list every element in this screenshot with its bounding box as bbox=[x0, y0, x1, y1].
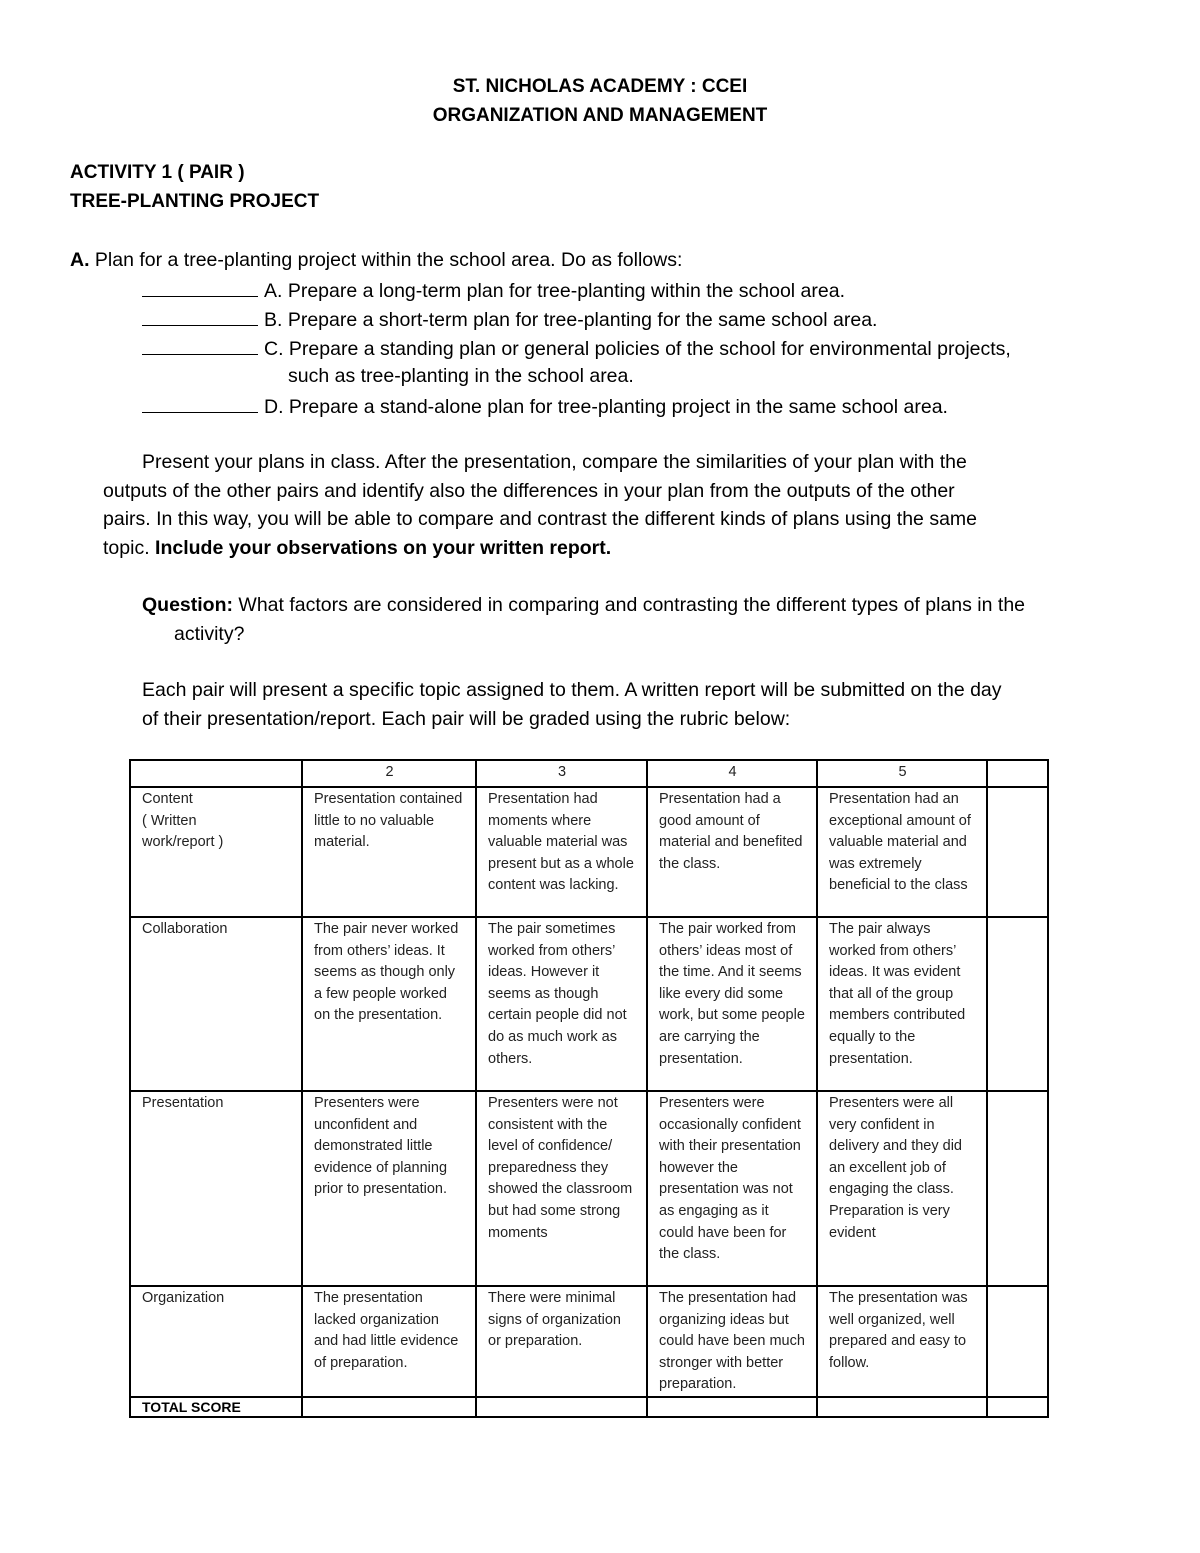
total-score-cell[interactable] bbox=[302, 1397, 476, 1417]
rubric-header-cell: 5 bbox=[817, 760, 987, 787]
task-item-text: A. Prepare a long-term plan for tree-planting within the school area. bbox=[264, 280, 845, 302]
rubric-cell: The pair always worked from others’ ideas. It was evident that all of the group members contributed equally to the presentation. bbox=[817, 917, 987, 1091]
each-pair-line: Each pair will present a specific topic assigned to them. A written report will be submitted on the day bbox=[142, 679, 1002, 701]
rubric-header-cell: 4 bbox=[647, 760, 817, 787]
rubric-header-cell bbox=[987, 760, 1048, 787]
score-cell[interactable] bbox=[987, 1286, 1048, 1397]
activity-title: ACTIVITY 1 ( PAIR ) bbox=[70, 162, 245, 183]
rubric-header-cell: 2 bbox=[302, 760, 476, 787]
criterion-label: Content bbox=[142, 791, 193, 807]
total-score-cell[interactable] bbox=[476, 1397, 647, 1417]
instruction-intro bbox=[70, 249, 682, 272]
task-item-text: B. Prepare a short-term plan for tree-planting for the same school area. bbox=[264, 309, 878, 331]
criterion-cell bbox=[130, 1091, 302, 1286]
task-item-c-cont: such as tree-planting in the school area. bbox=[288, 365, 634, 387]
criterion-label: Organization bbox=[142, 1290, 225, 1306]
criterion-label: ( Written bbox=[142, 812, 197, 829]
rubric-cell: Presentation had an exceptional amount of valuable material and was extremely beneficial to the class bbox=[817, 787, 987, 917]
rubric-cell: The pair sometimes worked from others’ ideas. However it seems as though certain people did not do as much work as others. bbox=[476, 917, 647, 1091]
rubric-row-collaboration bbox=[130, 917, 1048, 1091]
course-title: ORGANIZATION AND MANAGEMENT bbox=[432, 105, 768, 126]
present-paragraph-line bbox=[103, 537, 611, 560]
each-pair-line: of their presentation/report. Each pair will be graded using the rubric below: bbox=[142, 708, 791, 730]
rubric-cell: There were minimal signs of organization or preparation. bbox=[476, 1286, 647, 1397]
rubric-cell: Presenters were all very confident in delivery and they did an excellent job of engaging the class. Preparation is very evident bbox=[817, 1091, 987, 1286]
score-cell[interactable] bbox=[987, 1091, 1048, 1286]
present-paragraph-line: pairs. In this way, you will be able to compare and contrast the different kinds of plans using the same bbox=[103, 508, 978, 530]
rubric-cell: The presentation was well organized, well prepared and easy to follow. bbox=[817, 1286, 987, 1397]
task-item-c bbox=[142, 336, 1011, 361]
blank-line bbox=[142, 336, 258, 355]
project-title: TREE-PLANTING PROJECT bbox=[70, 191, 320, 212]
criterion-cell bbox=[130, 1286, 302, 1397]
criterion-cell bbox=[130, 917, 302, 1091]
instruction-prefix: A. bbox=[70, 249, 90, 271]
criterion-label: Collaboration bbox=[142, 921, 228, 937]
rubric-cell: Presentation contained little to no valuable material. bbox=[302, 787, 476, 917]
rubric-row-organization bbox=[130, 1286, 1048, 1397]
total-score-cell[interactable] bbox=[817, 1397, 987, 1417]
blank-line bbox=[142, 278, 258, 297]
task-item-b bbox=[142, 307, 877, 332]
present-paragraph-line: Present your plans in class. After the presentation, compare the similarities of your plan with the bbox=[142, 451, 967, 473]
criterion-label: Presentation bbox=[142, 1095, 224, 1111]
rubric-header-cell: 3 bbox=[476, 760, 647, 787]
score-cell[interactable] bbox=[987, 787, 1048, 917]
present-paragraph-line: outputs of the other pairs and identify also the differences in your plan from the outputs of the other bbox=[103, 480, 955, 502]
rubric-total-row bbox=[130, 1397, 1048, 1417]
task-item-text: C. Prepare a standing plan or general policies of the school for environmental projects, bbox=[264, 338, 1011, 360]
criterion-cell bbox=[130, 787, 302, 917]
rubric-cell: The presentation lacked organization and had little evidence of preparation. bbox=[302, 1286, 476, 1397]
rubric-cell: Presenters were unconfident and demonstrated little evidence of planning prior to presentation. bbox=[302, 1091, 476, 1286]
task-item-d bbox=[142, 394, 948, 419]
rubric-cell: The presentation had organizing ideas but could have been much stronger with better preparation. bbox=[647, 1286, 817, 1397]
total-score-cell[interactable] bbox=[647, 1397, 817, 1417]
rubric-cell: Presenters were occasionally confident with their presentation however the presentation was not as engaging as it could have been for the class. bbox=[647, 1091, 817, 1286]
rubric-cell: Presenters were not consistent with the level of confidence/ preparedness they showed the classroom but had some strong moments bbox=[476, 1091, 647, 1286]
rubric-cell: The pair never worked from others’ ideas. It seems as though only a few people worked on the presentation. bbox=[302, 917, 476, 1091]
rubric-row-content bbox=[130, 787, 1048, 917]
criterion-label: work/report ) bbox=[142, 834, 224, 851]
question-cont: activity? bbox=[174, 623, 245, 645]
rubric-row-presentation bbox=[130, 1091, 1048, 1286]
question-label: Question: bbox=[142, 594, 233, 616]
rubric-header-row bbox=[130, 760, 1048, 787]
instruction-text: Plan for a tree-planting project within the school area. Do as follows: bbox=[89, 249, 683, 271]
question-text: What factors are considered in comparing and contrasting the different types of plans in the bbox=[233, 594, 1026, 616]
task-item-a bbox=[142, 278, 845, 303]
rubric-cell: Presentation had moments where valuable material was present but as a whole content was lacking. bbox=[476, 787, 647, 917]
blank-line bbox=[142, 394, 258, 413]
score-cell[interactable] bbox=[987, 917, 1048, 1091]
task-item-text: D. Prepare a stand-alone plan for tree-planting project in the same school area. bbox=[264, 396, 948, 418]
question-line bbox=[142, 594, 1025, 617]
rubric-cell: The pair worked from others’ ideas most of the time. And it seems like every did some work, but some people are carrying the presentation. bbox=[647, 917, 817, 1091]
present-text: topic. bbox=[103, 537, 156, 559]
rubric-cell: Presentation had a good amount of material and benefited the class. bbox=[647, 787, 817, 917]
school-name: ST. NICHOLAS ACADEMY : CCEI bbox=[452, 76, 748, 97]
blank-line bbox=[142, 307, 258, 326]
present-emphasis: Include your observations on your written report. bbox=[155, 537, 612, 559]
total-score-label: TOTAL SCORE bbox=[130, 1397, 302, 1417]
total-score-cell[interactable] bbox=[987, 1397, 1048, 1417]
rubric-table bbox=[129, 759, 1049, 1418]
rubric-header-cell bbox=[130, 760, 302, 787]
